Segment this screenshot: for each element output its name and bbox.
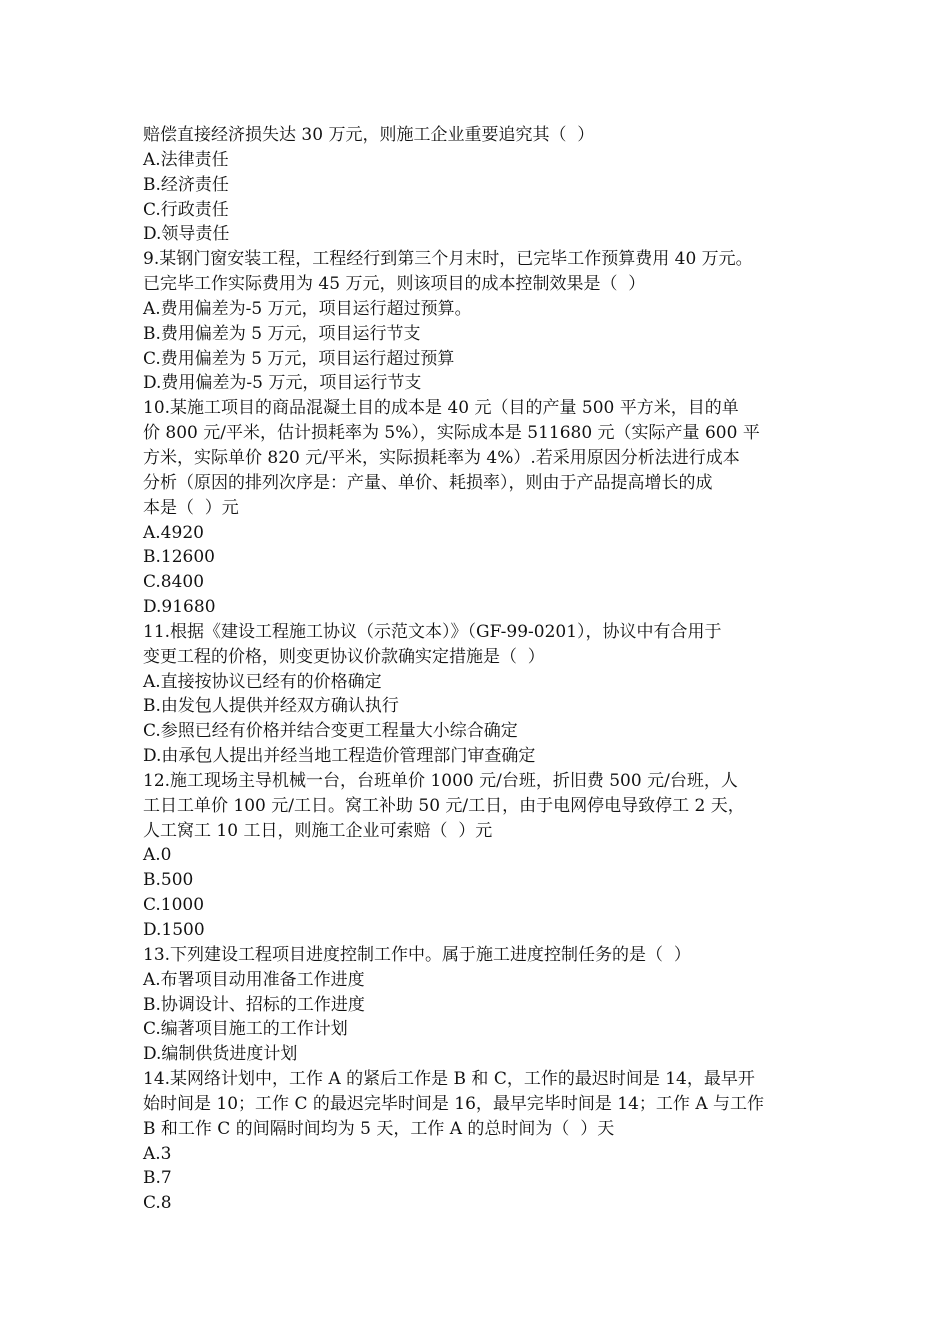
text-line: D.费用偏差为-5 万元，项目运行节支 [143, 373, 422, 394]
text-line: 价 800 元/平米，估计损耗率为 5%），实际成本是 511680 元（实际产量 600 平 [143, 423, 760, 444]
text-line: B 和工作 C 的间隔时间均为 5 天，工作 A 的总时间为（ ）天 [143, 1118, 615, 1139]
text-line: 9.某钢门窗安装工程，工程经行到第三个月末时，已完毕工作预算费用 40 万元。 [143, 249, 753, 270]
text-line: A.4920 [143, 522, 204, 543]
exam-question-text [143, 123, 815, 1216]
text-line: A.直接按协议已经有的价格确定 [143, 671, 382, 692]
text-line: B.经济责任 [143, 174, 229, 195]
text-line: B.由发包人提供并经双方确认执行 [143, 696, 399, 717]
text-line: B.500 [143, 870, 194, 891]
text-line: 已完毕工作实际费用为 45 万元，则该项目的成本控制效果是（ ） [143, 274, 646, 295]
text-line: 12.施工现场主导机械一台，台班单价 1000 元/台班，折旧费 500 元/台班，人 [143, 770, 738, 791]
text-line: C.1000 [143, 895, 205, 916]
text-line: A.布署项目动用准备工作进度 [143, 969, 365, 990]
text-line: 14.某网络计划中，工作 A 的紧后工作是 B 和 C，工作的最迟时间是 14，最早开 [143, 1069, 755, 1090]
text-line: A.0 [143, 845, 172, 866]
text-line: A.费用偏差为-5 万元，项目运行超过预算。 [143, 298, 472, 319]
text-line: 10.某施工项目的商品混凝土目的成本是 40 元（目的产量 500 平方米，目的单 [143, 398, 739, 419]
text-line: D.1500 [143, 920, 205, 940]
text-line: 工日工单价 100 元/工日。窝工补助 50 元/工日，由于电网停电导致停工 2 天， [143, 795, 745, 816]
text-line: A.法律责任 [143, 149, 229, 170]
text-line: C.费用偏差为 5 万元，项目运行超过预算 [143, 348, 455, 369]
text-line: D.领导责任 [143, 224, 230, 245]
text-line: 变更工程的价格，则变更协议价款确实定措施是（ ） [143, 646, 545, 667]
text-line: 方米，实际单价 820 元/平米，实际损耗率为 4%）.若采用原因分析法进行成本 [143, 447, 740, 468]
text-line: 始时间是 10；工作 C 的最迟完毕时间是 16，最早完毕时间是 14；工作 A 与工作 [143, 1093, 765, 1114]
text-line: 本是（ ）元 [143, 497, 239, 518]
text-line: B.12600 [143, 547, 215, 568]
text-line: C.参照已经有价格并结合变更工程量大小综合确定 [143, 721, 518, 742]
text-line: C.编著项目施工的工作计划 [143, 1019, 348, 1040]
text-line: A.3 [143, 1143, 172, 1164]
text-line: 11.根据《建设工程施工协议（示范文本）》（GF-99-0201），协议中有合用于 [143, 621, 722, 642]
text-line: B.7 [143, 1168, 172, 1189]
text-line: B.费用偏差为 5 万元，项目运行节支 [143, 323, 421, 344]
text-line: 赔偿直接经济损失达 30 万元，则施工企业重要追究其（ ） [143, 125, 595, 145]
text-line: B.协调设计、招标的工作进度 [143, 994, 365, 1015]
text-line: C.8400 [143, 572, 205, 593]
text-line: C.行政责任 [143, 199, 229, 220]
text-line: D.91680 [143, 597, 216, 618]
text-line: 人工窝工 10 工日，则施工企业可索赔（ ）元 [143, 820, 493, 841]
text-line: 13.下列建设工程项目进度控制工作中。属于施工进度控制任务的是（ ） [143, 944, 691, 965]
text-line: D.编制供货进度计划 [143, 1044, 298, 1065]
text-line: C.8 [143, 1193, 172, 1214]
text-line: D.由承包人提出并经当地工程造价管理部门审查确定 [143, 746, 536, 767]
text-line: 分析（原因的排列次序是：产量、单价、耗损率），则由于产品提高增长的成 [143, 472, 713, 493]
